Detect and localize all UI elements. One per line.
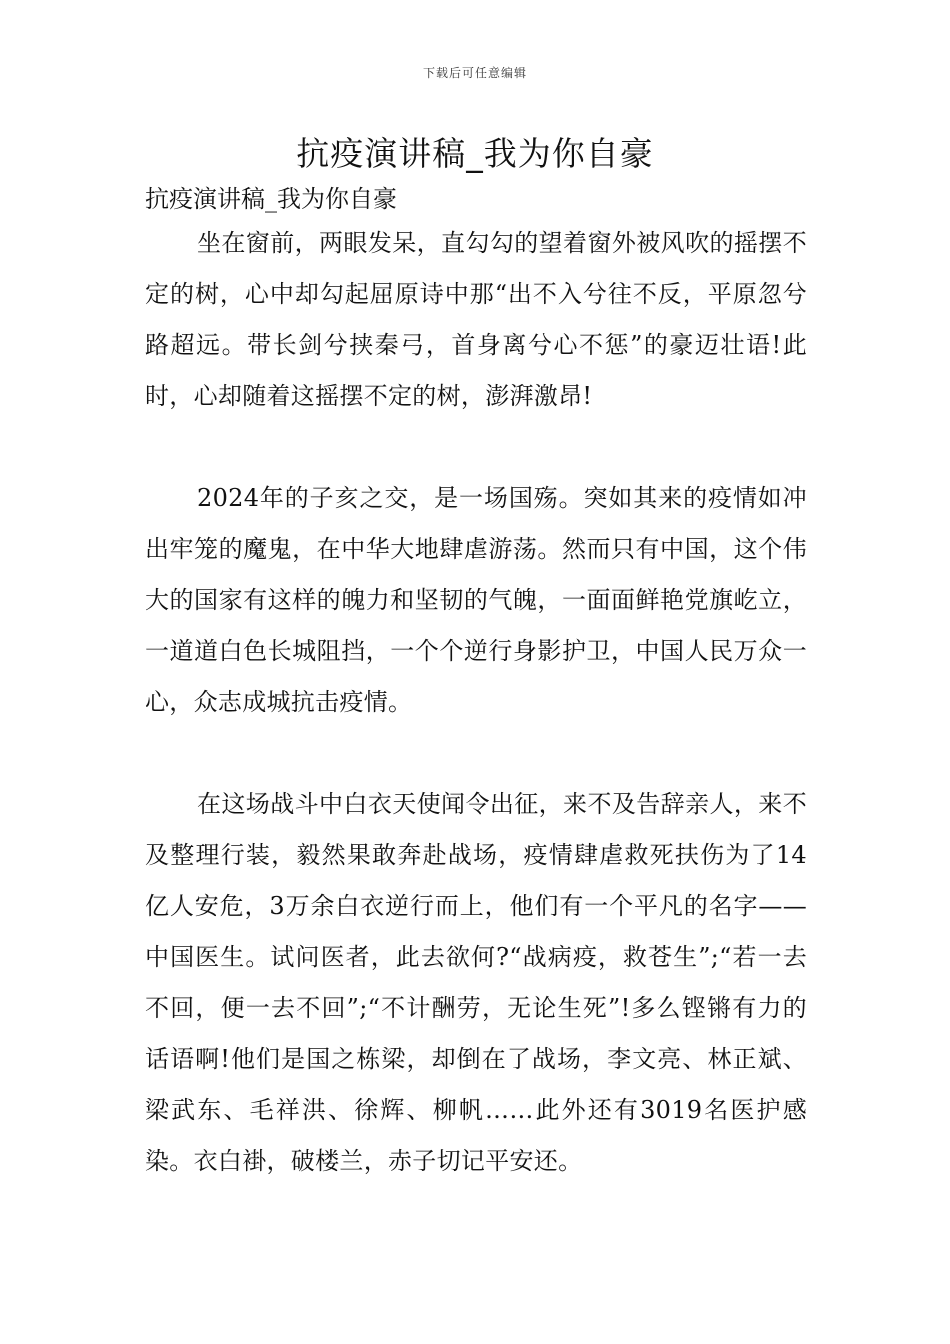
paragraph-2: 2024年的子亥之交，是一场国殇。突如其来的疫情如冲出牢笼的魔鬼，在中华大地肆虐游荡。然而只有中国，这个伟大的国家有这样的魄力和坚韧的气魄，一面面鲜艳党旗屹立，一道道白色长城阻挡，一个个逆行身影护卫，中国人民万众一心，众志成城抗击疫情。 xyxy=(145,484,807,716)
paragraph-spacer xyxy=(145,728,807,779)
paragraph-spacer xyxy=(145,422,807,473)
document-title: 抗疫演讲稿_我为你自豪 xyxy=(296,134,654,173)
paragraph-3: 在这场战斗中白衣天使闻令出征，来不及告辞亲人，来不及整理行装，毅然果敢奔赴战场，疫情肆虐救死扶伤为了14亿人安危，3万余白衣逆行而上，他们有一个平凡的名字——中国医生。试问医者，此去欲何?“战病疫，救苍生”;“若一去不回，便一去不回”;“不计酬劳，无论生死”!多么铿锵有力的话语啊!他们是国之栋梁，却倒在了战场，李文亮、林正斌、梁武东、毛祥洪、徐辉、柳帆……此外还有3019名医护感染。衣白褂，破楼兰，赤子切记平安还。 xyxy=(145,790,807,1175)
document-body xyxy=(145,180,807,1187)
document-subtitle: 抗疫演讲稿_我为你自豪 xyxy=(145,185,397,213)
paragraph-1: 坐在窗前，两眼发呆，直勾勾的望着窗外被风吹的摇摆不定的树，心中却勾起屈原诗中那“出不入兮往不反，平原忽兮路超远。带长剑兮挟秦弓，首身离兮心不惩”的豪迈壮语!此时，心却随着这摇摆不定的树，澎湃激昂! xyxy=(145,229,807,410)
header-note: 下载后可任意编辑 xyxy=(422,66,527,80)
